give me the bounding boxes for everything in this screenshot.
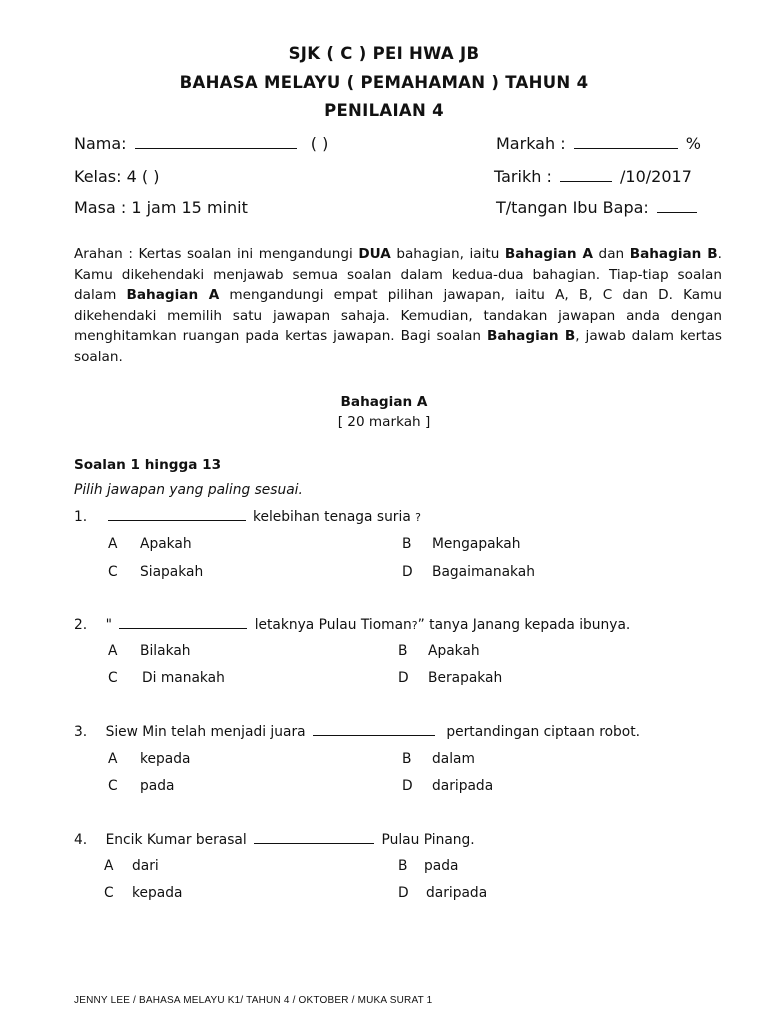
option-letter: A [108,536,118,552]
question-number: 3. [74,724,88,740]
instr-bold-bahagian-a-2: Bahagian A [126,287,220,304]
option-letter: A [108,751,118,767]
tarikh-row [494,167,692,186]
option-letter: B [402,751,412,767]
option-1c[interactable] [108,564,204,580]
nama-label: Nama: [74,134,127,153]
question-number: 4. [74,832,88,848]
option-text: Apakah [140,536,192,552]
markah-blank[interactable] [574,147,678,149]
answer-blank[interactable] [108,519,246,521]
option-letter: D [398,670,409,686]
option-1a[interactable] [108,536,192,552]
question-number: 2. [74,617,88,633]
option-2b[interactable] [398,643,480,659]
ttangan-blank[interactable] [657,211,697,213]
masa-label: Masa : 1 jam 15 minit [74,198,248,217]
option-letter: A [104,858,114,874]
answer-blank[interactable] [254,842,374,844]
option-text: kepada [132,885,183,901]
option-text: pada [140,778,175,794]
markah-label: Markah : [496,134,566,153]
tarikh-label: Tarikh : [494,167,552,186]
option-3a[interactable] [108,751,191,767]
option-text: dari [132,858,159,874]
option-letter: B [402,536,412,552]
option-letter: B [398,858,408,874]
option-4a[interactable] [104,858,159,874]
nama-paren: ( ) [310,134,329,153]
subject-title: BAHASA MELAYU ( PEMAHAMAN ) TAHUN 4 [179,73,589,92]
option-text: Bilakah [140,643,191,659]
page-footer: JENNY LEE / BAHASA MELAYU K1/ TAHUN 4 / OKTOBER / MUKA SURAT 1 [74,995,433,1006]
nama-blank[interactable] [135,147,297,149]
answer-blank[interactable] [313,734,435,736]
option-text: Mengapakah [432,536,521,552]
instr-text-6: , jawab dalam kertas soalan. [74,328,722,365]
option-letter: C [108,778,118,794]
assessment-title: PENILAIAN 4 [324,101,444,120]
option-3b[interactable] [402,751,475,767]
nama-row [74,134,328,153]
question-mark: ? [411,619,418,632]
markah-unit: % [685,134,701,153]
option-text: dalam [432,751,475,767]
option-letter: A [108,643,118,659]
option-letter: C [108,564,118,580]
option-text: Siapakah [140,564,204,580]
instr-bold-bahagian-b-2: Bahagian B [486,328,576,345]
section-marks: [ 20 markah ] [337,414,431,430]
question-text: Siew Min telah menjadi juara [105,724,306,740]
question-text-end: pertandingan ciptaan robot. [446,724,641,740]
question-text-end: Pulau Pinang. [381,832,475,848]
option-3c[interactable] [108,778,175,794]
option-text: Bagaimanakah [432,564,536,580]
option-1b[interactable] [402,536,521,552]
question-text: kelebihan tenaga suria [252,509,411,525]
ttangan-row [496,198,700,217]
instr-text-2: bahagian, iaitu [390,246,505,262]
option-2a[interactable] [108,643,191,659]
instr-bold-bahagian-b: Bahagian B [629,246,718,262]
option-text: daripada [432,778,494,794]
question-range: Soalan 1 hingga 13 [74,457,222,473]
question-text: letaknya Pulau Tioman [254,617,412,633]
question-2 [74,617,630,633]
school-name: SJK ( C ) PEI HWA JB [288,44,480,63]
question-number: 1. [74,509,88,525]
open-quote: " [105,617,112,633]
instr-bold-dua: DUA [358,246,391,262]
ttangan-label: T/tangan Ibu Bapa: [496,198,649,217]
tarikh-blank[interactable] [560,180,612,182]
question-3 [74,724,640,740]
option-letter: D [402,778,413,794]
section-directive: Pilih jawapan yang paling sesuai. [74,482,303,498]
answer-blank[interactable] [119,627,247,629]
instr-text-5: mengandungi empat pilihan jawapan, iaitu A, B, C dan D. Kamu dikehendaki memilih satu jawapan sahaja. Kemudian, tandakan jawapan anda dengan menghitamkan ruangan pada kertas jawapan. Bagi soalan [74,287,722,345]
option-2c[interactable] [108,670,225,686]
question-tail: ” tanya Janang kepada ibunya. [417,617,631,633]
instr-text-1: Arahan : Kertas soalan ini mengandungi [74,246,359,262]
option-4c[interactable] [104,885,183,901]
option-text: Apakah [428,643,480,659]
option-text: kepada [140,751,191,767]
option-text: daripada [426,885,488,901]
option-letter: C [108,670,118,686]
question-mark: ? [415,511,422,524]
option-text: Berapakah [428,670,503,686]
question-1 [74,509,421,525]
kelas-label: Kelas: 4 ( ) [74,167,160,186]
instructions-paragraph [74,244,722,368]
question-text: Encik Kumar berasal [105,832,247,848]
instr-text-3: dan [593,246,630,262]
option-2d[interactable] [398,670,503,686]
instr-bold-bahagian-a: Bahagian A [504,246,593,262]
option-letter: D [402,564,413,580]
section-title: Bahagian A [340,394,428,410]
tarikh-suffix: /10/2017 [620,167,692,186]
option-letter: D [398,885,409,901]
instr-text-4: . Kamu dikehendaki menjawab semua soalan dalam kedua-dua bahagian. Tiap-tiap soalan dalam [74,246,722,304]
option-4d[interactable] [398,885,488,901]
option-text: pada [424,858,459,874]
question-4 [74,832,475,848]
markah-row [496,134,701,153]
option-4b[interactable] [398,858,459,874]
option-letter: B [398,643,408,659]
option-letter: C [104,885,114,901]
option-3d[interactable] [402,778,494,794]
option-text: Di manakah [142,670,225,686]
option-1d[interactable] [402,564,536,580]
